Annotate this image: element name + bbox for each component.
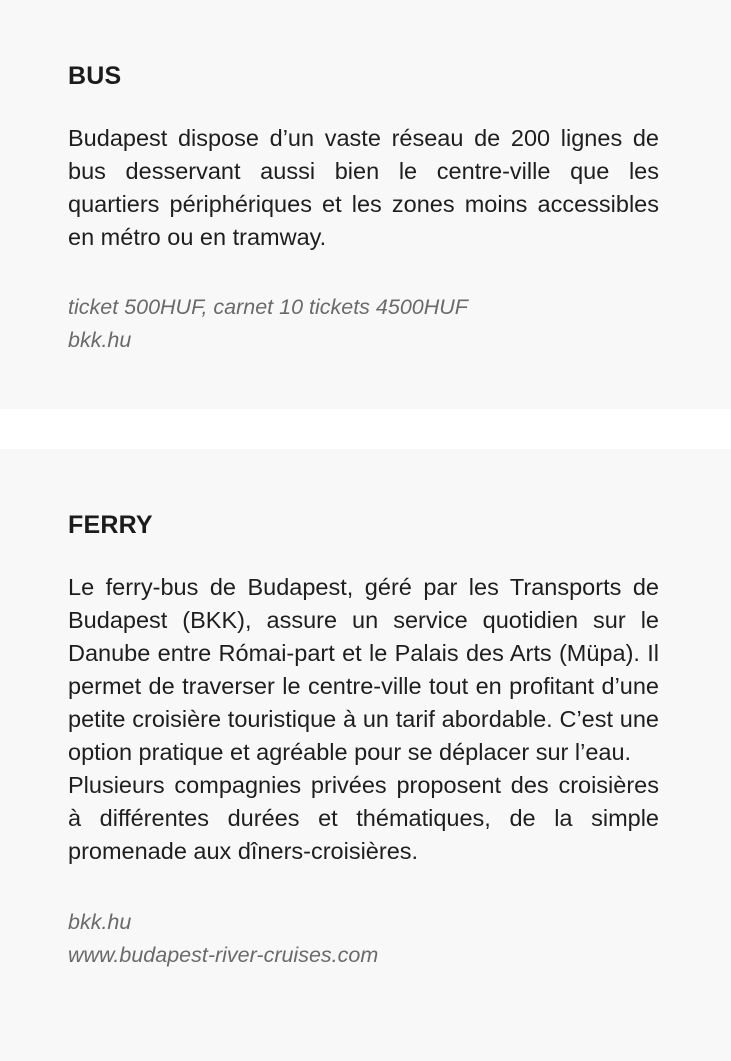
ferry-paragraph-2: Plusieurs compagnies privées proposent des croisières à différentes durées et thématiques, de la simple promenade aux dîners-croisières. <box>68 772 659 864</box>
bus-info <box>68 291 659 357</box>
ferry-paragraph-1: Le ferry-bus de Budapest, géré par les Transports de Budapest (BKK), assure un service quotidien sur le Danube entre Római-part et le Palais des Arts (Müpa). Il permet de traverser le centre-ville tout en profitant d’une petite croisière touristique à un tarif abordable. C’est une option pratique et agréable pour se déplacer sur l’eau. <box>68 574 659 765</box>
bus-description <box>68 122 659 254</box>
bus-price: ticket 500HUF, carnet 10 tickets 4500HUF <box>68 295 468 319</box>
bus-website-link[interactable]: bkk.hu <box>68 328 132 352</box>
bus-description-text: Budapest dispose d’un vaste réseau de 200 lignes de bus desservant aussi bien le centre-ville que les quartiers périphériques et les zones moins accessibles en métro ou en tramway. <box>68 125 659 250</box>
bus-title: BUS <box>68 62 122 90</box>
ferry-section <box>0 449 731 1061</box>
ferry-info <box>68 906 659 972</box>
ferry-title: FERRY <box>68 511 153 539</box>
ferry-description <box>68 571 659 868</box>
bus-section <box>0 0 731 409</box>
ferry-website-link-bkk[interactable]: bkk.hu <box>68 910 132 934</box>
ferry-website-link-cruises[interactable]: www.budapest-river-cruises.com <box>68 943 379 967</box>
